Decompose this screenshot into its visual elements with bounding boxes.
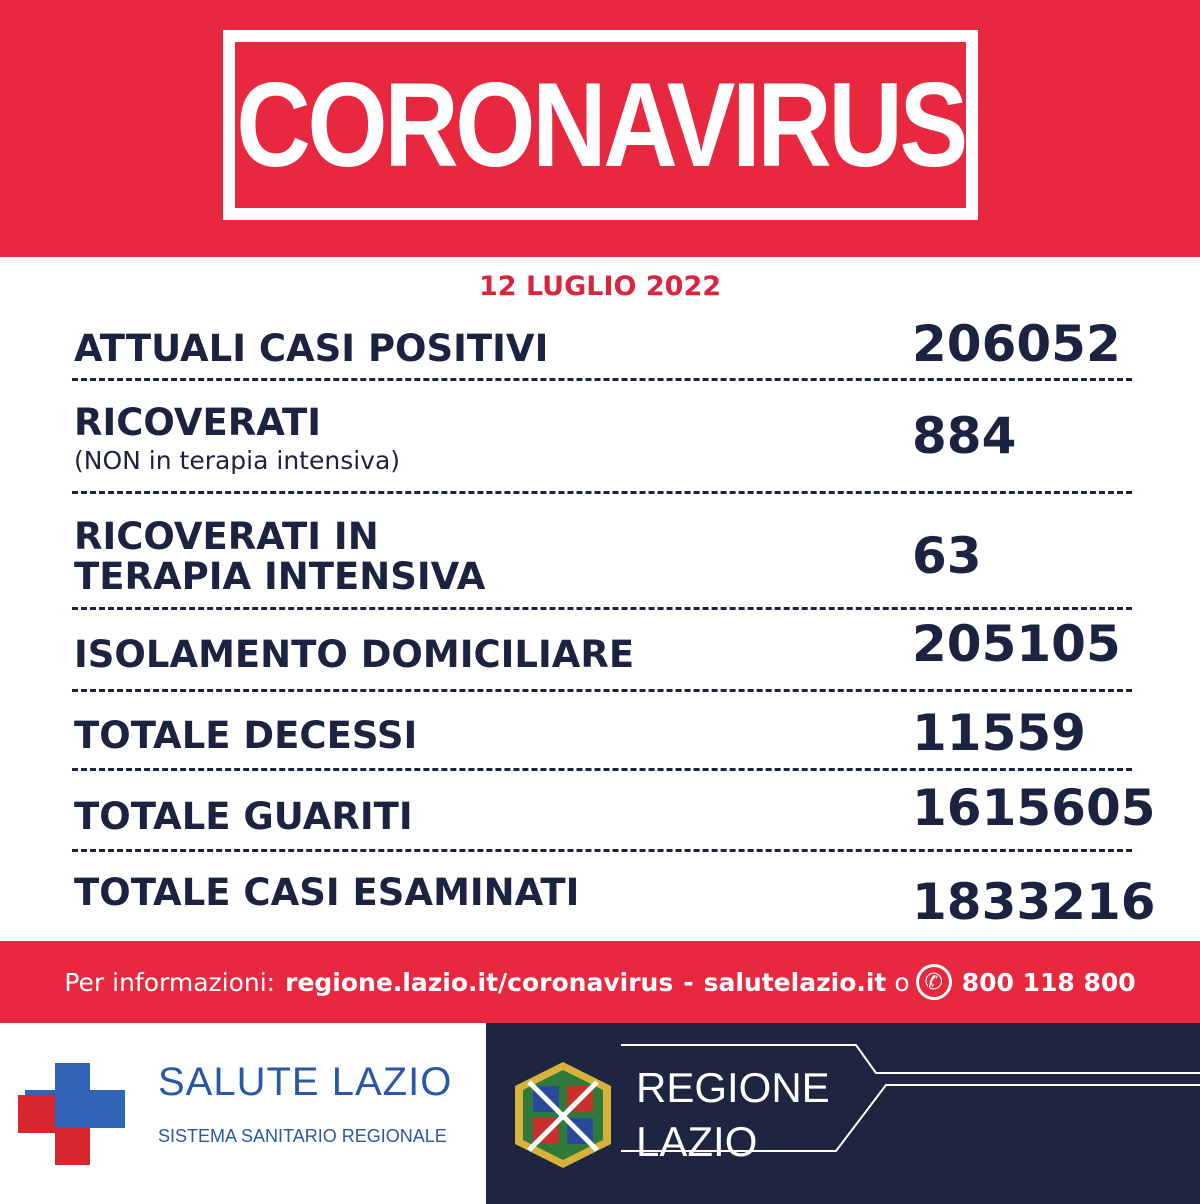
divider	[72, 378, 1132, 381]
stat-label: TOTALE GUARITI	[74, 795, 413, 838]
divider	[72, 689, 1132, 692]
info-prefix: Per informazioni:	[64, 967, 276, 997]
divider	[72, 849, 1132, 852]
stat-value: 11559	[912, 704, 1086, 762]
info-phone[interactable]: 800 118 800	[961, 967, 1136, 997]
stat-row-guariti	[72, 778, 1156, 848]
stat-value: 63	[912, 527, 982, 585]
info-link-regione[interactable]: regione.lazio.it/coronavirus	[285, 967, 674, 997]
regione-name-line2: LAZIO	[636, 1118, 758, 1165]
regione-name-line1: REGIONE	[636, 1064, 830, 1111]
phone-icon: ✆	[916, 964, 952, 1000]
salute-lazio-subtitle: SISTEMA SANITARIO REGIONALE	[158, 1126, 447, 1146]
stat-row-terapia-intensiva	[72, 514, 1132, 604]
stat-value: 205105	[912, 615, 1121, 673]
stat-value: 1833216	[912, 873, 1156, 931]
title-box	[223, 30, 978, 220]
divider	[72, 491, 1132, 494]
stat-label: RICOVERATI	[74, 401, 322, 444]
stat-label: ATTUALI CASI POSITIVI	[74, 327, 549, 370]
stat-label: ISOLAMENTO DOMICILIARE	[74, 633, 635, 676]
stat-row-ricoverati	[72, 402, 1132, 482]
stat-value: 206052	[912, 315, 1121, 373]
info-link-salutelazio[interactable]: salutelazio.it	[703, 967, 887, 997]
stat-value: 1615605	[912, 779, 1156, 837]
stat-label-line1: RICOVERATI IN	[74, 515, 379, 558]
divider	[72, 768, 1132, 771]
stat-label: TOTALE DECESSI	[74, 714, 418, 757]
stat-label: TOTALE CASI ESAMINATI	[74, 871, 580, 914]
info-band	[0, 941, 1200, 1023]
stat-row-casi-esaminati	[72, 866, 1156, 936]
salute-lazio-name: SALUTE LAZIO	[158, 1060, 453, 1104]
stat-label-line2: TERAPIA INTENSIVA	[74, 555, 486, 598]
stat-sublabel: (NON in terapia intensiva)	[74, 446, 401, 475]
stat-row-isolamento	[72, 616, 1132, 686]
divider	[72, 607, 1132, 610]
regione-lazio-emblem-icon	[511, 1060, 615, 1170]
report-date: 12 LUGLIO 2022	[478, 271, 722, 302]
info-separator: -	[683, 967, 694, 997]
page-title: CORONAVIRUS	[236, 58, 965, 192]
salute-logo-overlap	[55, 1095, 90, 1128]
info-conjunction: o	[894, 967, 910, 997]
stat-row-positivi	[72, 315, 1132, 378]
stat-row-decessi	[72, 705, 1132, 765]
stat-value: 884	[912, 407, 1017, 465]
